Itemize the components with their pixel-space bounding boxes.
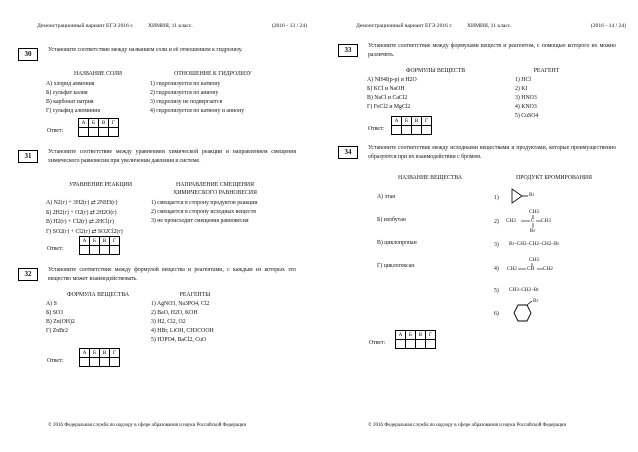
list-item: Б) SO3 bbox=[46, 310, 64, 316]
list-item: 4) KNO3 bbox=[515, 104, 537, 110]
ch2-left-label: CH2 bbox=[507, 266, 517, 272]
answer-cell[interactable] bbox=[392, 126, 402, 135]
list-item: А) NH4I(р-р) и H2O bbox=[367, 77, 417, 83]
header-title: Демонстрационный вариант ЕГЭ 2016 г. bbox=[37, 23, 134, 29]
q32-right-heading: РЕАГЕНТЫ bbox=[179, 292, 211, 298]
list-item: В) Zn(OH)2 bbox=[46, 319, 75, 325]
answer-cell[interactable] bbox=[412, 126, 422, 135]
q33-right-list bbox=[515, 76, 538, 121]
q30-left-heading: НАЗВАНИЕ СОЛИ bbox=[73, 71, 123, 77]
question-number-34: 34 bbox=[338, 146, 358, 159]
q30-answer-table bbox=[78, 118, 119, 137]
list-item: 1) гидролизуется по катиону bbox=[150, 81, 221, 87]
q31-right-heading-2: ХИМИЧЕСКОГО РАВНОВЕСИЯ bbox=[173, 190, 257, 196]
product-num-1: 1) bbox=[494, 195, 499, 201]
answer-cell[interactable] bbox=[422, 126, 432, 135]
q31-right-list bbox=[151, 199, 257, 226]
answer-col-a: А bbox=[80, 237, 90, 246]
page-right bbox=[319, 0, 638, 452]
q32-answer-table bbox=[79, 348, 120, 367]
list-item: Г) ZnBr2 bbox=[46, 328, 68, 334]
answer-col-g: Г bbox=[422, 117, 432, 126]
answer-col-b: Б bbox=[90, 237, 100, 246]
q32-left-heading: ФОРМУЛА ВЕЩЕСТВА bbox=[66, 292, 130, 298]
answer-cell[interactable] bbox=[110, 358, 120, 367]
ch2-right-label: CH2 bbox=[543, 266, 553, 272]
question-text-30: Установите соответствие между названием соли и её отношением к гидролизу. bbox=[48, 47, 243, 53]
list-item: А) хлорид аммония bbox=[46, 81, 95, 87]
answer-cell[interactable] bbox=[100, 246, 110, 255]
list-item: 3) гидролизу не подвергается bbox=[150, 99, 223, 105]
q34-left-heading: НАЗВАНИЕ ВЕЩЕСТВА bbox=[397, 175, 463, 181]
answer-col-v: В bbox=[412, 117, 422, 126]
answer-col-b: Б bbox=[89, 119, 99, 128]
br-hexane-label: Br bbox=[533, 298, 539, 304]
list-item: 2) KI bbox=[515, 86, 528, 92]
ch3-right-label: CH3 bbox=[541, 218, 551, 224]
list-item: В) NaCl и CaCl2 bbox=[367, 95, 408, 101]
q33-left-list bbox=[367, 76, 417, 112]
answer-col-b: Б bbox=[90, 349, 100, 358]
answer-cell[interactable] bbox=[416, 340, 426, 349]
ch3-branch-label: CH3 bbox=[529, 257, 539, 263]
answer-label: Ответ: bbox=[47, 246, 64, 252]
answer-cell[interactable] bbox=[402, 126, 412, 135]
product-num-5: 5) bbox=[494, 288, 499, 294]
answer-col-v: В bbox=[100, 349, 110, 358]
header-page-number: (2016 - 13 / 24) bbox=[271, 23, 307, 29]
header-title: Демонстрационный вариант ЕГЭ 2016 г. bbox=[356, 23, 453, 29]
q30-left-list bbox=[46, 80, 100, 116]
q34-left-list bbox=[377, 192, 417, 284]
question-text-31: Установите соответствие между уравнением химической реакции и направлением смещения химического равновесия при увеличении давления в системе. bbox=[48, 149, 296, 164]
answer-col-g: Г bbox=[110, 349, 120, 358]
question-number-30: 30 bbox=[18, 48, 38, 61]
answer-cell[interactable] bbox=[89, 128, 99, 137]
br-label: Br bbox=[529, 192, 535, 198]
q31-left-list bbox=[46, 199, 123, 237]
answer-cell[interactable] bbox=[80, 358, 90, 367]
q34-answer-table bbox=[395, 330, 436, 349]
answer-col-v: В bbox=[416, 331, 426, 340]
list-item: А) S bbox=[46, 301, 57, 307]
q32-left-list bbox=[46, 300, 75, 336]
q30-right-list bbox=[150, 80, 244, 116]
answer-col-a: А bbox=[80, 349, 90, 358]
answer-cell[interactable] bbox=[110, 246, 120, 255]
list-item: Г) SO2(г) + Cl2(г) ⇄ SO2Cl2(г) bbox=[46, 228, 123, 235]
br-bottom-label: Br bbox=[530, 228, 536, 234]
list-item: Г) циклогексан bbox=[377, 263, 415, 269]
q34-right-heading: ПРОДУКТ БРОМИРОВАНИЯ bbox=[516, 175, 592, 181]
answer-cell[interactable] bbox=[99, 128, 109, 137]
list-item: 5) H3PO4, BaCl2, CuO bbox=[151, 337, 207, 343]
list-item: Г) сульфид алюминия bbox=[46, 108, 101, 114]
header-subject: ХИМИЯ, 11 класс. bbox=[148, 23, 193, 29]
list-item: В) H2(г) + Cl2(г) ⇄ 2HCl(г) bbox=[46, 219, 114, 225]
list-item: Г) FeCl2 и MgCl2 bbox=[367, 104, 411, 110]
q31-right-heading-1: НАПРАВЛЕНИЕ СМЕЩЕНИЯ bbox=[176, 182, 254, 188]
question-text-34: Установите соответствие между исходными веществами и продуктами, которые преимущественно образуются при их взаимодействии с бромом. bbox=[368, 145, 616, 160]
bromoethane-formula: CH3–CH2–Br bbox=[509, 287, 539, 293]
list-item: 2) BaO, H2O, KOH bbox=[151, 310, 198, 316]
answer-col-v: В bbox=[99, 119, 109, 128]
page-footer: © 2016 Федеральная служба по надзору в сфере образования и науки Российской Федерации bbox=[368, 423, 567, 428]
list-item: 4) HBr, LiOH, CH3COOH bbox=[151, 328, 214, 334]
answer-col-b: Б bbox=[406, 331, 416, 340]
list-item: 3) HNO3 bbox=[515, 95, 537, 101]
answer-col-g: Г bbox=[109, 119, 119, 128]
list-item: Б) KCl и NaOH bbox=[367, 86, 405, 92]
answer-label: Ответ: bbox=[368, 126, 385, 132]
list-item: Б) сульфат калия bbox=[46, 90, 88, 96]
dibromopropane-formula: Br–CH2–CH2–CH2–Br bbox=[509, 241, 560, 247]
list-item: 1) AgNO3, Na3PO4, Cl2 bbox=[151, 301, 210, 307]
answer-cell[interactable] bbox=[80, 246, 90, 255]
list-item: 4) гидролизуется по катиону и аниону bbox=[150, 108, 245, 114]
answer-cell[interactable] bbox=[100, 358, 110, 367]
product-num-4: 4) bbox=[494, 266, 499, 272]
q31-answer-table bbox=[79, 236, 120, 255]
page-footer: © 2016 Федеральная служба по надзору в сфере образования и науки Российской Федерации bbox=[48, 423, 247, 428]
header-page-number: (2016 - 14 / 24) bbox=[590, 23, 626, 29]
ch-center-label: CH bbox=[527, 266, 535, 272]
tert-butyl-bonds bbox=[518, 214, 546, 230]
question-text-33: Установите соответствие между формулами веществ и реагентом, с помощью которого их можно различить. bbox=[368, 43, 616, 58]
answer-col-a: А bbox=[396, 331, 406, 340]
question-number-33: 33 bbox=[338, 44, 358, 57]
question-text-32: Установите соответствие между формулой вещества и реагентами, с каждым из которых это вещество может взаимодействовать. bbox=[48, 267, 296, 282]
q30-right-heading: ОТНОШЕНИЕ К ГИДРОЛИЗУ bbox=[174, 71, 252, 77]
answer-cell[interactable] bbox=[109, 128, 119, 137]
list-item: В) карбонат натрия bbox=[46, 99, 94, 105]
answer-cell[interactable] bbox=[90, 246, 100, 255]
list-item: 1) смещается в сторону продуктов реакции bbox=[151, 200, 258, 206]
list-item: 2) смещается в сторону исходных веществ bbox=[151, 209, 256, 215]
answer-col-g: Г bbox=[426, 331, 436, 340]
list-item: Б) изобутан bbox=[377, 217, 406, 223]
list-item: А) этан bbox=[377, 194, 396, 200]
ch3-left-label: CH3 bbox=[506, 218, 516, 224]
header-subject: ХИМИЯ, 11 класс. bbox=[467, 23, 512, 29]
answer-col-b: Б bbox=[402, 117, 412, 126]
list-item: В) циклопропан bbox=[377, 240, 417, 246]
list-item: 1) HCl bbox=[515, 77, 531, 83]
q33-right-heading: РЕАГЕНТ bbox=[533, 68, 560, 74]
answer-cell[interactable] bbox=[426, 340, 436, 349]
list-item: А) N2(г) + 3H2(г) ⇄ 2NH3(г) bbox=[46, 200, 118, 206]
question-number-32: 32 bbox=[18, 268, 38, 281]
answer-cell[interactable] bbox=[90, 358, 100, 367]
answer-col-g: Г bbox=[110, 237, 120, 246]
product-num-6: 6) bbox=[494, 311, 499, 317]
answer-col-v: В bbox=[100, 237, 110, 246]
ch3-top-label: CH3 bbox=[529, 209, 539, 215]
q33-left-heading: ФОРМУЛЫ ВЕЩЕСТВ bbox=[405, 68, 466, 74]
answer-label: Ответ: bbox=[47, 358, 64, 364]
list-item: 2) гидролизуется по аниону bbox=[150, 90, 219, 96]
q32-right-list bbox=[151, 300, 214, 345]
product-num-2: 2) bbox=[494, 219, 499, 225]
answer-label: Ответ: bbox=[47, 128, 64, 134]
list-item: Б) 2H2(г) + O2(г) ⇄ 2H2O(г) bbox=[46, 209, 117, 216]
q33-answer-table bbox=[391, 116, 432, 135]
question-number-31: 31 bbox=[18, 150, 38, 163]
answer-col-a: А bbox=[392, 117, 402, 126]
list-item: 3) не происходит смещения равновесия bbox=[151, 218, 249, 224]
list-item: 5) CuSO4 bbox=[515, 113, 539, 119]
c-center-label: C bbox=[531, 218, 535, 224]
answer-cell[interactable] bbox=[79, 128, 89, 137]
q31-left-heading: УРАВНЕНИЕ РЕАКЦИИ bbox=[68, 182, 133, 188]
answer-col-a: А bbox=[79, 119, 89, 128]
product-num-3: 3) bbox=[494, 242, 499, 248]
list-item: 3) H2, Cl2, O2 bbox=[151, 319, 186, 325]
answer-cell[interactable] bbox=[396, 340, 406, 349]
isobutyl-bonds bbox=[509, 262, 553, 276]
answer-label: Ответ: bbox=[369, 340, 386, 346]
answer-cell[interactable] bbox=[406, 340, 416, 349]
